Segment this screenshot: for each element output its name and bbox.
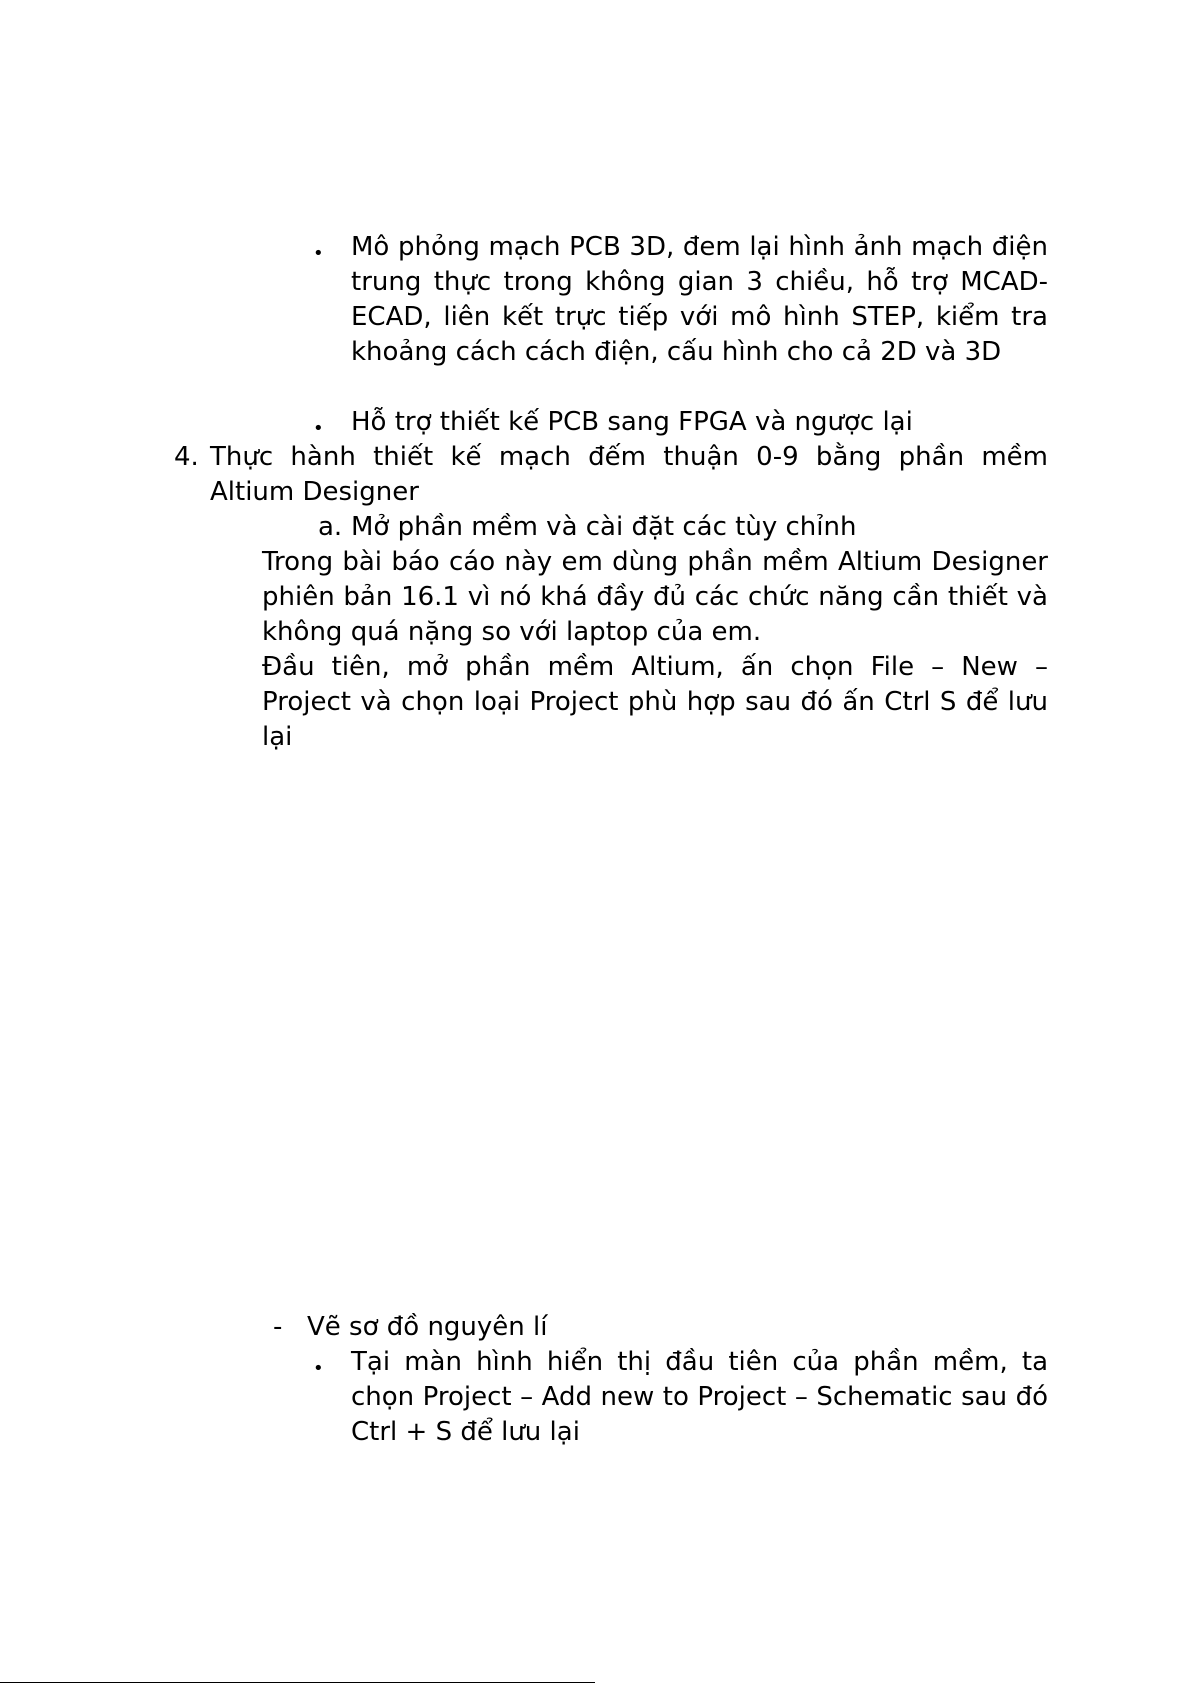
section-heading: Thực hành thiết kế mạch đếm thuận 0-9 bằng phần mềm Altium Designer — [210, 442, 1048, 507]
bullet-marker: • — [313, 243, 324, 264]
subsection-marker: a. — [318, 512, 343, 542]
paragraph-steps: Đầu tiên, mở phần mềm Altium, ấn chọn File – New – Project và chọn loại Project phù hợp sau đó ấn Ctrl S để lưu lại — [262, 652, 1048, 752]
bullet-item-3d-simulation: Mô phỏng mạch PCB 3D, đem lại hình ảnh mạch điện trung thực trong không gian 3 chiều, hỗ trợ MCAD-ECAD, liên kết trực tiếp với mô hình STEP, kiểm tra khoảng cách cách điện, cấu hình cho cả 2D và 3D — [351, 232, 1048, 367]
paragraph-intro: Trong bài báo cáo này em dùng phần mềm Altium Designer phiên bản 16.1 vì nó khá đầy đủ các chức năng cần thiết và không quá nặng so với laptop của em. — [262, 547, 1048, 647]
bullet-marker: • — [313, 1358, 324, 1379]
footnote-separator — [0, 1682, 595, 1683]
subsection-heading: Mở phần mềm và cài đặt các tùy chỉnh — [351, 512, 857, 542]
dash-item-schematic: Vẽ sơ đồ nguyên lí — [307, 1312, 548, 1342]
dash-marker: - — [273, 1312, 283, 1342]
bullet-marker: • — [313, 418, 324, 439]
bullet-item-schematic-steps: Tại màn hình hiển thị đầu tiên của phần mềm, ta chọn Project – Add new to Project – Schematic sau đó Ctrl + S để lưu lại — [351, 1347, 1048, 1447]
section-number: 4. — [174, 442, 199, 472]
bullet-item-fpga: Hỗ trợ thiết kế PCB sang FPGA và ngược lại — [351, 407, 913, 437]
